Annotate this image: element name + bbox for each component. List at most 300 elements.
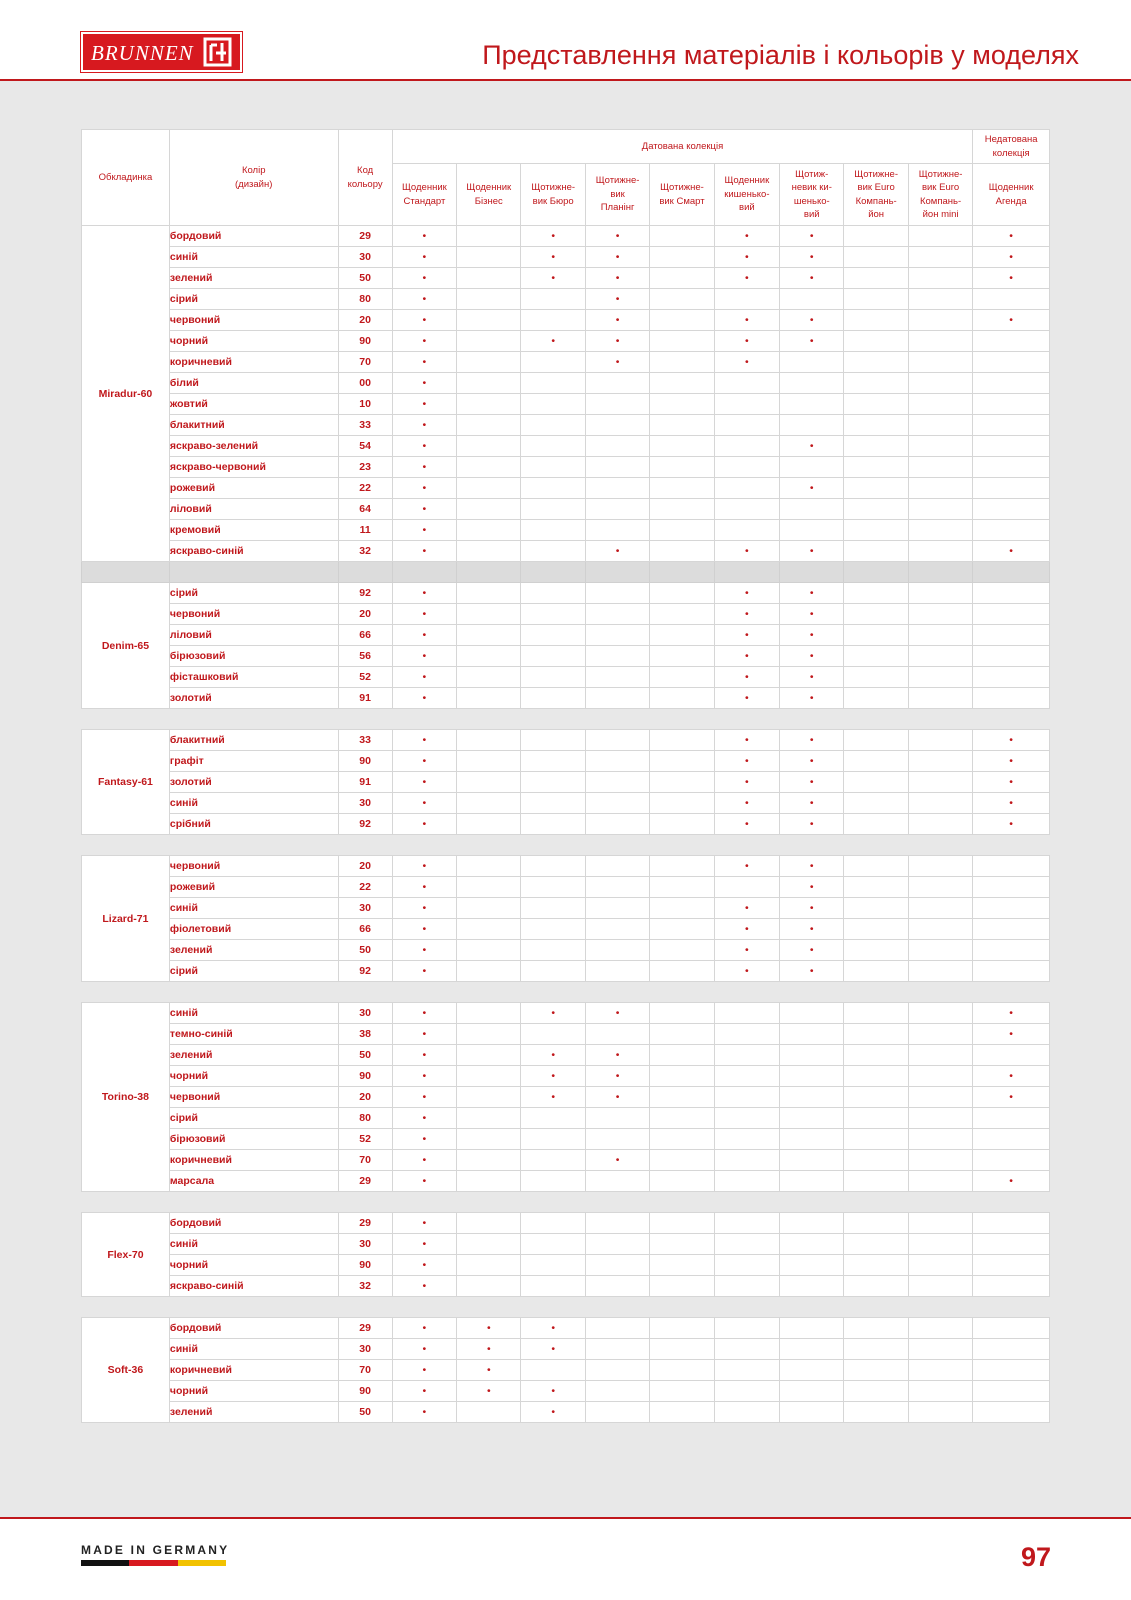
separator-cell [844,982,908,1003]
separator-cell [457,562,521,583]
empty-cell [457,856,521,877]
empty-cell [521,625,585,646]
availability-dot: • [780,268,844,289]
availability-dot: • [973,772,1050,793]
empty-cell [650,1003,714,1024]
group-separator [82,1192,1050,1213]
empty-cell [780,1318,844,1339]
color-name-cell: блакитний [169,415,338,436]
availability-dot: • [585,310,649,331]
availability-dot: • [973,541,1050,562]
empty-cell [780,1234,844,1255]
empty-cell [908,793,972,814]
empty-cell [457,604,521,625]
empty-cell [780,1402,844,1423]
group-separator [82,835,1050,856]
empty-cell [521,1276,585,1297]
table-row [82,772,1050,793]
empty-cell [650,730,714,751]
empty-cell [457,1087,521,1108]
color-name-cell: бордовий [169,1213,338,1234]
availability-dot: • [521,247,585,268]
empty-cell [973,646,1050,667]
empty-cell [714,877,779,898]
table-row [82,1213,1050,1234]
empty-cell [714,1318,779,1339]
color-code-cell: 30 [338,1339,392,1360]
empty-cell [521,1129,585,1150]
table-row [82,688,1050,709]
color-code-cell: 30 [338,898,392,919]
table-row [82,919,1050,940]
empty-cell [844,1150,908,1171]
empty-cell [650,898,714,919]
empty-cell [780,499,844,520]
empty-cell [973,1276,1050,1297]
empty-cell [780,1255,844,1276]
empty-cell [780,1150,844,1171]
availability-dot: • [392,1381,456,1402]
empty-cell [457,898,521,919]
separator-cell [650,982,714,1003]
empty-cell [650,1087,714,1108]
color-name-cell: ліловий [169,625,338,646]
availability-dot: • [392,1318,456,1339]
separator-cell [457,835,521,856]
empty-cell [844,1381,908,1402]
empty-cell [650,1318,714,1339]
empty-cell [780,373,844,394]
availability-dot: • [780,856,844,877]
empty-cell [650,772,714,793]
separator-cell [82,1192,170,1213]
color-name-cell: марсала [169,1171,338,1192]
empty-cell [908,772,972,793]
availability-dot: • [392,247,456,268]
availability-dot: • [392,1150,456,1171]
availability-dot: • [392,541,456,562]
availability-dot: • [714,625,779,646]
empty-cell [908,457,972,478]
availability-dot: • [392,604,456,625]
empty-cell [457,667,521,688]
header-model [650,164,714,226]
group-separator [82,562,1050,583]
empty-cell [844,1318,908,1339]
empty-cell [908,373,972,394]
availability-dot: • [780,604,844,625]
color-code-cell: 92 [338,961,392,982]
availability-dot: • [392,856,456,877]
availability-dot: • [392,457,456,478]
empty-cell [457,688,521,709]
empty-cell [780,415,844,436]
materials-table [81,129,1050,1423]
empty-cell [585,856,649,877]
availability-dot: • [585,541,649,562]
availability-dot: • [392,646,456,667]
color-code-cell: 50 [338,268,392,289]
empty-cell [650,1213,714,1234]
empty-cell [973,877,1050,898]
separator-cell [457,709,521,730]
header-model-label: Щотижне- вик Планінг [595,175,640,214]
separator-cell [338,709,392,730]
availability-dot: • [392,1171,456,1192]
empty-cell [650,604,714,625]
color-code-cell: 29 [338,1318,392,1339]
color-code-cell: 32 [338,541,392,562]
empty-cell [650,373,714,394]
empty-cell [650,289,714,310]
empty-cell [714,499,779,520]
table-row [82,436,1050,457]
empty-cell [521,373,585,394]
empty-cell [650,877,714,898]
color-code-cell: 91 [338,688,392,709]
empty-cell [973,856,1050,877]
color-name-cell: чорний [169,1255,338,1276]
availability-dot: • [714,898,779,919]
empty-cell [714,1381,779,1402]
table-row [82,1171,1050,1192]
table-header [82,130,1050,226]
empty-cell [585,814,649,835]
empty-cell [844,1339,908,1360]
color-code-cell: 32 [338,1276,392,1297]
separator-cell [585,709,649,730]
color-code-cell: 30 [338,793,392,814]
empty-cell [844,1402,908,1423]
empty-cell [521,1171,585,1192]
empty-cell [521,478,585,499]
availability-dot: • [714,352,779,373]
table-row [82,268,1050,289]
empty-cell [714,289,779,310]
german-flag-stripe [81,1560,226,1566]
color-code-cell: 66 [338,919,392,940]
empty-cell [585,1234,649,1255]
empty-cell [714,1234,779,1255]
header-model [780,164,844,226]
availability-dot: • [585,1150,649,1171]
empty-cell [973,415,1050,436]
header-undated-collection [973,130,1050,164]
availability-dot: • [780,646,844,667]
empty-cell [521,415,585,436]
empty-cell [908,604,972,625]
color-code-cell: 90 [338,1381,392,1402]
empty-cell [844,331,908,352]
separator-cell [844,1192,908,1213]
availability-dot: • [780,541,844,562]
separator-cell [169,562,338,583]
color-name-cell: золотий [169,688,338,709]
availability-dot: • [457,1318,521,1339]
empty-cell [844,310,908,331]
availability-dot: • [392,268,456,289]
availability-dot: • [457,1360,521,1381]
empty-cell [973,1318,1050,1339]
separator-cell [338,1192,392,1213]
empty-cell [457,1276,521,1297]
color-name-cell: сірий [169,1108,338,1129]
empty-cell [973,373,1050,394]
color-code-cell: 92 [338,814,392,835]
separator-cell [714,982,779,1003]
availability-dot: • [392,1213,456,1234]
empty-cell [457,457,521,478]
empty-cell [521,541,585,562]
empty-cell [521,604,585,625]
availability-dot: • [585,247,649,268]
empty-cell [650,751,714,772]
availability-dot: • [392,1087,456,1108]
brunnen-logo-mark [83,34,240,70]
separator-cell [973,835,1050,856]
availability-dot: • [973,268,1050,289]
separator-cell [973,1192,1050,1213]
empty-cell [844,247,908,268]
empty-cell [650,1360,714,1381]
availability-dot: • [973,730,1050,751]
color-code-cell: 54 [338,436,392,457]
empty-cell [714,1402,779,1423]
empty-cell [457,268,521,289]
color-code-cell: 80 [338,1108,392,1129]
availability-dot: • [392,961,456,982]
empty-cell [585,751,649,772]
color-name-cell: синій [169,1234,338,1255]
table-row [82,646,1050,667]
empty-cell [457,415,521,436]
empty-cell [973,919,1050,940]
empty-cell [457,289,521,310]
color-name-cell: білий [169,373,338,394]
empty-cell [908,1234,972,1255]
empty-cell [844,541,908,562]
empty-cell [585,1171,649,1192]
table-row [82,877,1050,898]
color-name-cell: зелений [169,940,338,961]
empty-cell [521,583,585,604]
availability-dot: • [714,583,779,604]
availability-dot: • [780,688,844,709]
empty-cell [585,1339,649,1360]
availability-dot: • [714,751,779,772]
availability-dot: • [392,520,456,541]
empty-cell [973,499,1050,520]
availability-dot: • [392,1276,456,1297]
empty-cell [973,1234,1050,1255]
empty-cell [650,226,714,247]
empty-cell [585,436,649,457]
empty-cell [973,1360,1050,1381]
empty-cell [844,226,908,247]
empty-cell [973,604,1050,625]
header-model [973,164,1050,226]
empty-cell [585,604,649,625]
separator-cell [973,709,1050,730]
availability-dot: • [392,331,456,352]
empty-cell [650,1024,714,1045]
table-row [82,1276,1050,1297]
availability-dot: • [392,1360,456,1381]
table-row [82,310,1050,331]
empty-cell [457,247,521,268]
availability-dot: • [780,772,844,793]
page-title: Представлення матеріалів і кольорів у моделях [482,40,1079,70]
empty-cell [650,310,714,331]
availability-dot: • [714,961,779,982]
availability-dot: • [714,646,779,667]
availability-dot: • [714,331,779,352]
availability-dot: • [714,226,779,247]
empty-cell [585,1024,649,1045]
color-name-cell: червоний [169,310,338,331]
empty-cell [780,1213,844,1234]
table-row [82,856,1050,877]
empty-cell [844,688,908,709]
empty-cell [650,793,714,814]
separator-cell [338,982,392,1003]
header-model-label: Щоденник Стандарт [402,182,447,207]
table-row [82,667,1050,688]
empty-cell [650,940,714,961]
availability-dot: • [973,1171,1050,1192]
empty-cell [714,520,779,541]
availability-dot: • [392,289,456,310]
empty-cell [457,373,521,394]
separator-cell [780,562,844,583]
separator-cell [585,982,649,1003]
color-code-cell: 90 [338,751,392,772]
color-name-cell: синій [169,1003,338,1024]
cover-cell: Soft-36 [82,1318,170,1423]
separator-cell [521,1192,585,1213]
separator-cell [338,835,392,856]
separator-cell [780,709,844,730]
table-row [82,604,1050,625]
color-code-cell: 56 [338,646,392,667]
color-name-cell: кремовий [169,520,338,541]
color-code-cell: 90 [338,1255,392,1276]
empty-cell [714,1066,779,1087]
empty-cell [844,1276,908,1297]
separator-cell [82,562,170,583]
empty-cell [908,1255,972,1276]
empty-cell [650,1171,714,1192]
availability-dot: • [585,289,649,310]
empty-cell [908,1276,972,1297]
flag-stripe-gold [178,1560,226,1566]
availability-dot: • [392,919,456,940]
empty-cell [650,499,714,520]
empty-cell [908,1024,972,1045]
empty-cell [908,1381,972,1402]
availability-dot: • [392,352,456,373]
empty-cell [844,772,908,793]
empty-cell [521,1150,585,1171]
empty-cell [585,415,649,436]
availability-dot: • [585,1066,649,1087]
color-code-cell: 10 [338,394,392,415]
separator-cell [82,1297,170,1318]
empty-cell [650,1402,714,1423]
empty-cell [585,646,649,667]
color-name-cell: зелений [169,1045,338,1066]
empty-cell [973,583,1050,604]
empty-cell [908,898,972,919]
availability-dot: • [714,667,779,688]
separator-cell [457,982,521,1003]
separator-cell [521,835,585,856]
separator-cell [585,1297,649,1318]
color-code-cell: 29 [338,1213,392,1234]
availability-dot: • [973,1024,1050,1045]
empty-cell [908,1087,972,1108]
empty-cell [844,1087,908,1108]
color-code-cell: 90 [338,1066,392,1087]
empty-cell [908,247,972,268]
empty-cell [844,751,908,772]
table-row [82,751,1050,772]
empty-cell [844,520,908,541]
empty-cell [973,688,1050,709]
cover-cell: Miradur-60 [82,226,170,562]
color-name-cell: коричневий [169,1150,338,1171]
empty-cell [908,1003,972,1024]
separator-cell [457,1297,521,1318]
empty-cell [908,814,972,835]
availability-dot: • [585,1003,649,1024]
header-model-label: Щотижне- вик Euro Компань- йон mini [918,168,963,220]
availability-dot: • [973,226,1050,247]
availability-dot: • [714,688,779,709]
empty-cell [650,646,714,667]
empty-cell [908,625,972,646]
color-name-cell: бордовий [169,226,338,247]
empty-cell [908,268,972,289]
empty-cell [780,394,844,415]
availability-dot: • [714,604,779,625]
availability-dot: • [714,856,779,877]
separator-cell [908,709,972,730]
header-cover-label: Обкладинка [98,171,153,183]
table-row [82,1360,1050,1381]
empty-cell [780,1003,844,1024]
availability-dot: • [585,1045,649,1066]
availability-dot: • [392,814,456,835]
empty-cell [908,499,972,520]
table-row [82,1234,1050,1255]
header-model [392,164,456,226]
availability-dot: • [973,1087,1050,1108]
empty-cell [585,520,649,541]
empty-cell [650,352,714,373]
separator-cell [650,835,714,856]
empty-cell [585,1318,649,1339]
empty-cell [908,478,972,499]
empty-cell [844,352,908,373]
cover-cell: Fantasy-61 [82,730,170,835]
empty-cell [780,1108,844,1129]
color-name-cell: чорний [169,1381,338,1402]
availability-dot: • [457,1339,521,1360]
availability-dot: • [780,877,844,898]
empty-cell [714,436,779,457]
empty-cell [457,520,521,541]
